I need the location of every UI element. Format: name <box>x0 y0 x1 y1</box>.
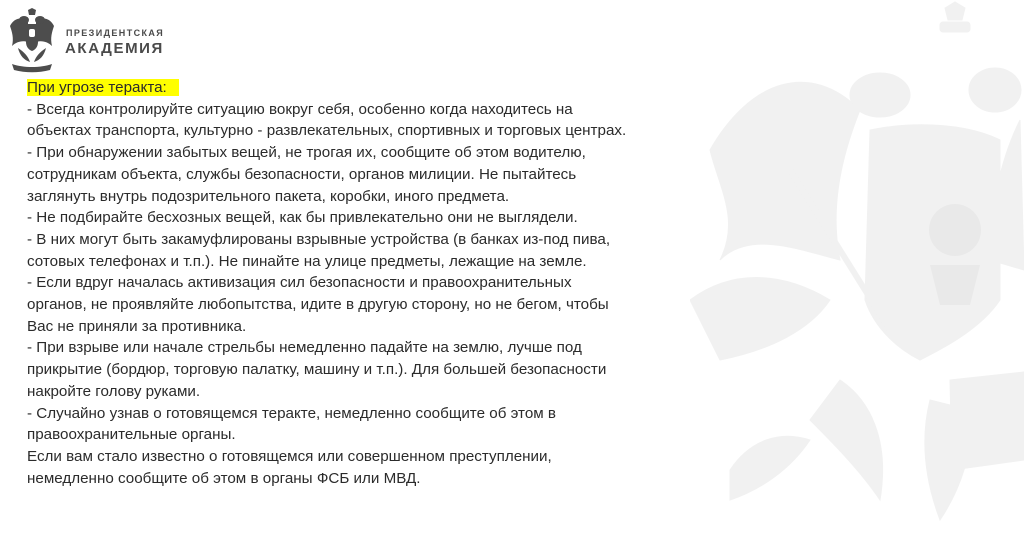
highlighted-heading-text: При угрозе теракта: <box>27 79 179 96</box>
text-line: накройте голову руками. <box>27 382 201 400</box>
eagle-watermark-icon <box>690 0 1024 539</box>
text-line: Если вам стало известно о готовящемся или совершенном преступлении, <box>27 447 552 465</box>
text-line: - Всегда контролируйте ситуацию вокруг себя, особенно когда находитесь на <box>27 100 573 118</box>
text-line: - Случайно узнав о готовящемся теракте, немедленно сообщите об этом в <box>27 404 557 422</box>
slide-body <box>27 77 727 489</box>
text-line: сотрудникам объекта, службы безопасности, органов милиции. Не пытайтесь <box>27 165 577 183</box>
text-line: заглянуть внутрь подозрительного пакета, коробки, иного предмета. <box>27 187 510 205</box>
eagle-emblem-icon <box>6 8 58 74</box>
text-line: - При взрыве или начале стрельбы немедленно падайте на землю, лучше под <box>27 339 582 357</box>
text-line: органов, не проявляйте любопытства, идите в другую сторону, но не бегом, чтобы <box>27 296 609 314</box>
text-line: сотовых телефонах и т.п.). Не пинайте на улице предметы, лежащие на земле. <box>27 252 587 270</box>
text-line: объектах транспорта, культурно - развлекательных, спортивных и торговых центрах. <box>27 122 627 140</box>
text-line: правоохранительные органы. <box>27 426 236 444</box>
logo-text-line1: ПРЕЗИДЕНТСКАЯ <box>66 28 165 38</box>
text-line: - В них могут быть закамуфлированы взрывные устройства (в банках из-под пива, <box>27 230 611 248</box>
logo-text-line2: АКАДЕМИЯ <box>65 40 164 57</box>
text-line: немедленно сообщите об этом в органы ФСБ или МВД. <box>27 469 421 487</box>
academy-logo <box>6 8 166 74</box>
slide-heading <box>27 77 727 99</box>
text-line: - Если вдруг началась активизация сил безопасности и правоохранительных <box>27 274 572 292</box>
text-line: - При обнаружении забытых вещей, не трогая их, сообщите об этом водителю, <box>27 144 586 162</box>
text-line: - Не подбирайте бесхозных вещей, как бы привлекательно они не выглядели. <box>27 209 578 227</box>
text-line: Вас не приняли за противника. <box>27 317 247 335</box>
text-line: прикрытие (бордюр, торговую палатку, машину и т.п.). Для большей безопасности <box>27 361 607 379</box>
